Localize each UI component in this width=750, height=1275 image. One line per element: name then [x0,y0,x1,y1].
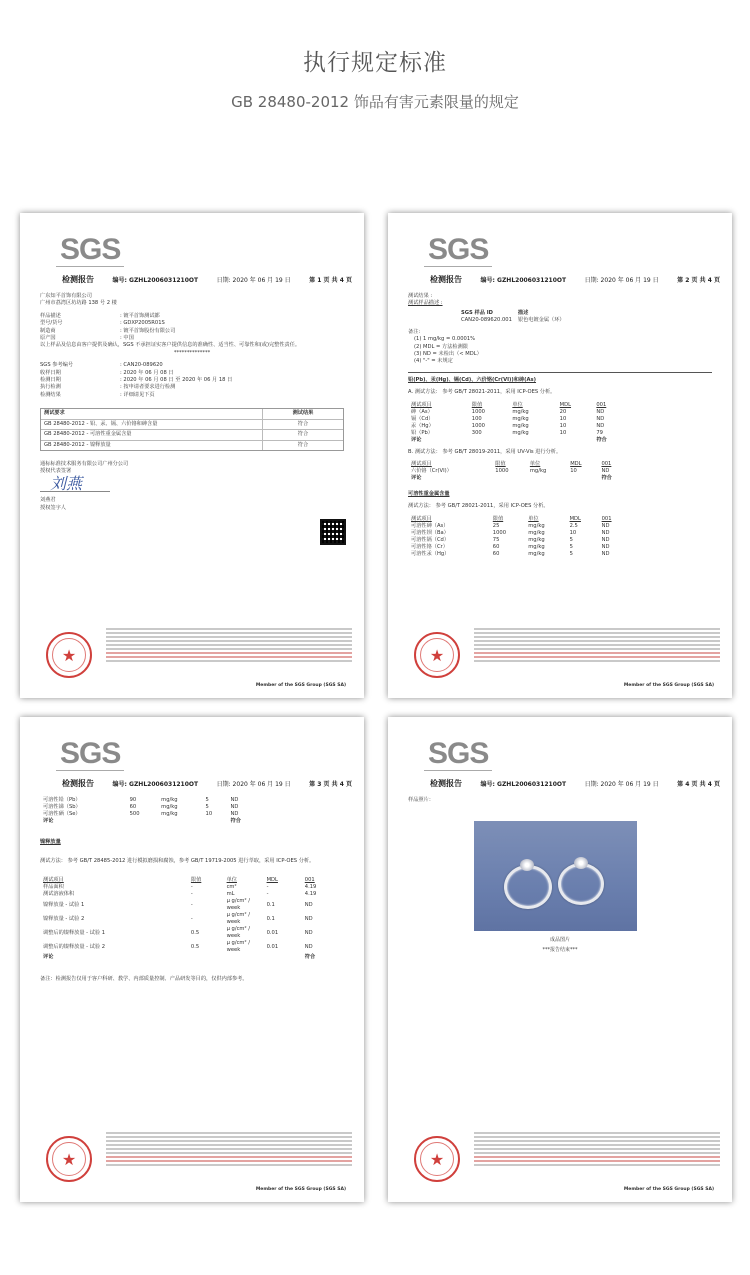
table-row: 可溶性铅（Pb） 90 mg/kg 5 ND [43,797,239,803]
report-footer [40,628,352,688]
table-row: 可溶性铬（Cr） 60 mg/kg 5 ND [411,543,610,550]
report-footer [408,1132,720,1192]
company-address: 广州市荔湾区坊坊路 138 号 2 楼 [40,300,117,307]
nickel-method: 测试方法： 参考 GB/T 28485-2012 进行模拟磨损和腐蚀，参考 GB/T 19719-2005 进行萃取，采用 ICP-OES 分析。 [40,858,315,865]
table-row: 调整后的镍释放量 - 试验 1 0.5 μ g/cm² / week 0.01 ND [43,926,313,940]
report-title: 检测报告 [430,779,462,788]
field-label: 检测结果 [40,391,61,398]
table-row: 可溶性汞（Hg） 60 mg/kg 5 ND [411,550,610,557]
official-stamp [414,1136,460,1182]
table-row: 镉（Cd） 100 mg/kg 10 ND [411,415,605,422]
footer-legal-text [474,1132,720,1176]
member-note: Member of the SGS Group (SGS SA) [255,683,346,688]
field-label: SGS 参考编号 [40,362,74,369]
signer-role: 授权代表签署 [40,468,72,475]
page-number: 第 2 页 共 4 页 [677,277,720,284]
star-icon: ★ [429,645,445,665]
sgs-logo: SGS [60,233,121,266]
note-line: (1) 1 mg/kg = 0.0001% [414,336,476,343]
table-row: 样品面积 - cm² - 4.19 [43,884,317,891]
report-body [408,293,712,558]
results-table-continued: 可溶性铅（Pb） 90 mg/kg 5 ND 可溶性锑（Sb） 60 mg/kg 5 ND 可溶性硒（Se） 500 mg/kg 10 ND 评论 符合 [40,797,260,825]
field-label: 收样日期 [40,369,61,376]
table-row: GB 28480-2012 - 铅、汞、镉、六价铬和砷含量 符合 [41,420,343,430]
report-header [40,274,352,285]
sample-table: SGS 样品 ID 描述 CAN20-089620.001 银色电镀金属（环） [458,310,568,324]
note-line: (3) ND = 未检出（< MDL） [414,351,482,358]
signer-title: 授权签字人 [40,504,66,511]
field-value: : GDXP2005R01S [120,320,165,327]
results-table-a: 测试项目 限值 单位 MDL 001 砷（As） 1000 mg/kg 20 ND 镉（Cd） 100 mg/kg 10 ND 汞（Hg） 1000 mg/kg 10 ND 铅（Pb） 300 mg/kg 10 79 评论 符合 [408,402,628,444]
member-note: Member of the SGS Group (SGS SA) [623,1187,714,1192]
section-title: 铅(Pb)、汞(Hg)、镉(Cd)、六价铬(Cr(VI))和砷(As) [408,376,537,383]
table-header: 测试结果 [292,410,314,417]
member-note: Member of the SGS Group (SGS SA) [623,683,714,688]
gem-right [574,857,588,869]
field-label: 原产国 [40,335,56,342]
report-body [40,797,344,984]
table-row: 六价铬（Cr(VI)） 1000 mg/kg 10 ND [411,468,610,475]
sample-photo[interactable] [474,821,637,931]
photo-caption: 成品图片 [549,937,570,943]
field-value: : 2020 年 06 月 08 日 [120,369,174,376]
report-title: 检测报告 [430,275,462,284]
report-number: 编号: GZHL2006031210OT [112,277,199,284]
section-title: 可溶性重金属含量 [408,491,450,498]
report-page-4[interactable] [388,717,732,1202]
star-icon: ★ [429,1149,445,1169]
report-date: 日期: 2020 年 06 月 19 日 [584,781,659,788]
table-row: 可溶性镉（Cd） 75 mg/kg 5 ND [411,536,610,543]
field-value: : CAN20-089620 [120,362,163,369]
report-body [408,797,712,804]
sgs-logo: SGS [428,233,489,266]
member-note: Member of the SGS Group (SGS SA) [255,1187,346,1192]
note-line: (4) "-" = 未规定 [414,358,453,365]
method-b: B. 测试方法： 参考 GB/T 28019-2011，采用 UV-Vis 进行分析。 [408,448,562,455]
method-c: 测试方法： 参考 GB/T 28021-2011，采用 ICP-OES 分析。 [408,503,549,510]
gem-left [520,859,534,871]
table-row: 可溶性硒（Se） 500 mg/kg 10 ND [43,811,239,817]
report-number: 编号: GZHL2006031210OT [480,277,567,284]
report-page-3[interactable] [20,717,364,1202]
report-date: 日期: 2020 年 06 月 19 日 [216,277,291,284]
table-row: GB 28480-2012 - 可溶性重金属含量 符合 [41,430,343,440]
table-row: 可溶性钡（Ba） 1000 mg/kg 10 ND [411,529,610,536]
report-body [40,293,344,512]
report-title: 检测报告 [62,779,94,788]
result-label: 测试结果 : [408,293,433,299]
sample-desc-label: 测试样品描述 : [408,300,443,307]
field-value: : 镀平首饰股份有限公司 [120,327,176,334]
star-icon: ★ [61,645,77,665]
table-row: 砷（As） 1000 mg/kg 20 ND [411,408,605,415]
report-number: 编号: GZHL2006031210OT [480,781,567,788]
page-number: 第 4 页 共 4 页 [677,781,720,788]
note-line: (2) MDL = 方法检测限 [414,343,468,350]
heading-subtitle: GB 28480-2012 饰品有害元素限量的规定 [231,93,519,111]
heading-title: 执行规定标准 [303,50,447,76]
report-page-2[interactable] [388,213,732,698]
footer-legal-text [106,628,352,672]
summary-table [40,408,344,451]
table-row: 可溶性锑（Sb） 60 mg/kg 5 ND [43,804,239,810]
page-heading [0,44,750,112]
remark: 备注：检测报告仅用于客户科研、教学、内部质量控制、产品研发等目的，仅供内部参考。 [40,976,248,983]
report-header [408,274,720,285]
official-stamp [414,632,460,678]
section-title: 镍释放量 [40,839,61,845]
report-footer [40,1132,352,1192]
report-page-1[interactable] [20,213,364,698]
table-header: 测试要求 [41,409,263,418]
nickel-table: 测试项目 限值 单位 MDL 001 样品面积 - cm² - 4.19 测试溶液体积 - mL - 4.19 镍释放量 - 试验 1 - μ g/cm² / week 0.1 ND 镍释放量 - 试验 2 - μ g/cm² / week 0.1 ND 调整后的镍释放量 - 试验 1 0.5 μ g/cm² / week 0.01 ND 调整后的镍释放量 - 试验 2 0.5 μ g/cm² / week 0.01 ND 评论 符合 [40,877,340,961]
table-row: GB 28480-2012 - 镍释放量 符合 [41,441,343,450]
table-row: 可溶性砷（As） 25 mg/kg 2.5 ND [411,522,610,529]
separator-stars: ************** [173,349,211,356]
star-icon: ★ [61,1149,77,1169]
report-number: 编号: GZHL2006031210OT [112,781,199,788]
field-label: 执行检测 [40,384,61,391]
page-number: 第 3 页 共 4 页 [309,781,352,788]
table-row: 镍释放量 - 试验 2 - μ g/cm² / week 0.1 ND [43,912,313,926]
ring-left [504,865,552,909]
table-row: 镍释放量 - 试验 1 - μ g/cm² / week 0.1 ND [43,898,313,912]
qr-code-icon[interactable] [320,519,346,545]
page-number: 第 1 页 共 4 页 [309,277,352,284]
signature: 刘燕 [50,473,83,493]
field-label: 制造商 [40,327,56,334]
footer-legal-text [106,1132,352,1176]
official-stamp [46,1136,92,1182]
table-row: 调整后的镍释放量 - 试验 2 0.5 μ g/cm² / week 0.01 ND [43,940,313,954]
report-header [408,778,720,789]
report-header [40,778,352,789]
field-value: : 镀平首饰测试都 [120,312,160,319]
signer-organization: 通标标准技术服务有限公司广州分公司 [40,460,129,467]
table-row: 测试溶液体积 - mL - 4.19 [43,891,317,898]
field-label: 检测日期 [40,377,61,384]
report-title: 检测报告 [62,275,94,284]
field-value: : 中国 [120,335,134,342]
company-name: 广东知平首饰有限公司 [40,293,92,299]
signer-name: 刘燕君 [40,497,56,504]
official-stamp [46,632,92,678]
sgs-logo: SGS [60,737,121,770]
report-date: 日期: 2020 年 06 月 19 日 [584,277,659,284]
field-value: : 2020 年 06 月 08 日 至 2020 年 06 月 18 日 [120,377,233,384]
field-value: : 按申请者要求进行检测 [120,384,176,391]
field-label: 型号/货号 [40,320,63,327]
footer-legal-text [474,628,720,672]
report-end: ***报告结束*** [542,947,578,953]
report-date: 日期: 2020 年 06 月 19 日 [216,781,291,788]
field-label: 样品描述 [40,312,61,319]
notes-label: 备注: [408,328,421,335]
report-footer [408,628,720,688]
table-row: 铅（Pb） 300 mg/kg 10 79 [411,429,603,436]
table-row: 汞（Hg） 1000 mg/kg 10 ND [411,422,605,429]
results-table-c: 测试项目 限值 单位 MDL 001 可溶性砷（As） 25 mg/kg 2.5 ND 可溶性钡（Ba） 1000 mg/kg 10 ND 可溶性镉（Cd） 75 mg/kg 5 ND 可溶性铬（Cr） 60 mg/kg 5 ND 可溶性汞（Hg） 60 mg/kg 5 ND [408,516,628,558]
method-a: A. 测试方法： 参考 GB/T 28021-2011，采用 ICP-OES 分析。 [408,389,556,396]
table-row: CAN20-089620.001 银色电镀金属（环） [461,316,565,323]
photo-label: 样品照片： [408,797,434,803]
sgs-logo: SGS [428,737,489,770]
field-value: : 详细请见下页 [120,391,155,398]
ring-right [558,863,604,905]
disclaimer-note: 以上样品及信息由客户提供及确认，SGS 不承担证实客户提供信息的准确性、适当性、可靠性和(或)完整性责任。 [40,342,301,349]
results-table-b: 测试项目 限值 单位 MDL 001 六价铬（Cr(VI)） 1000 mg/kg 10 ND 评论 符合 [408,461,628,482]
